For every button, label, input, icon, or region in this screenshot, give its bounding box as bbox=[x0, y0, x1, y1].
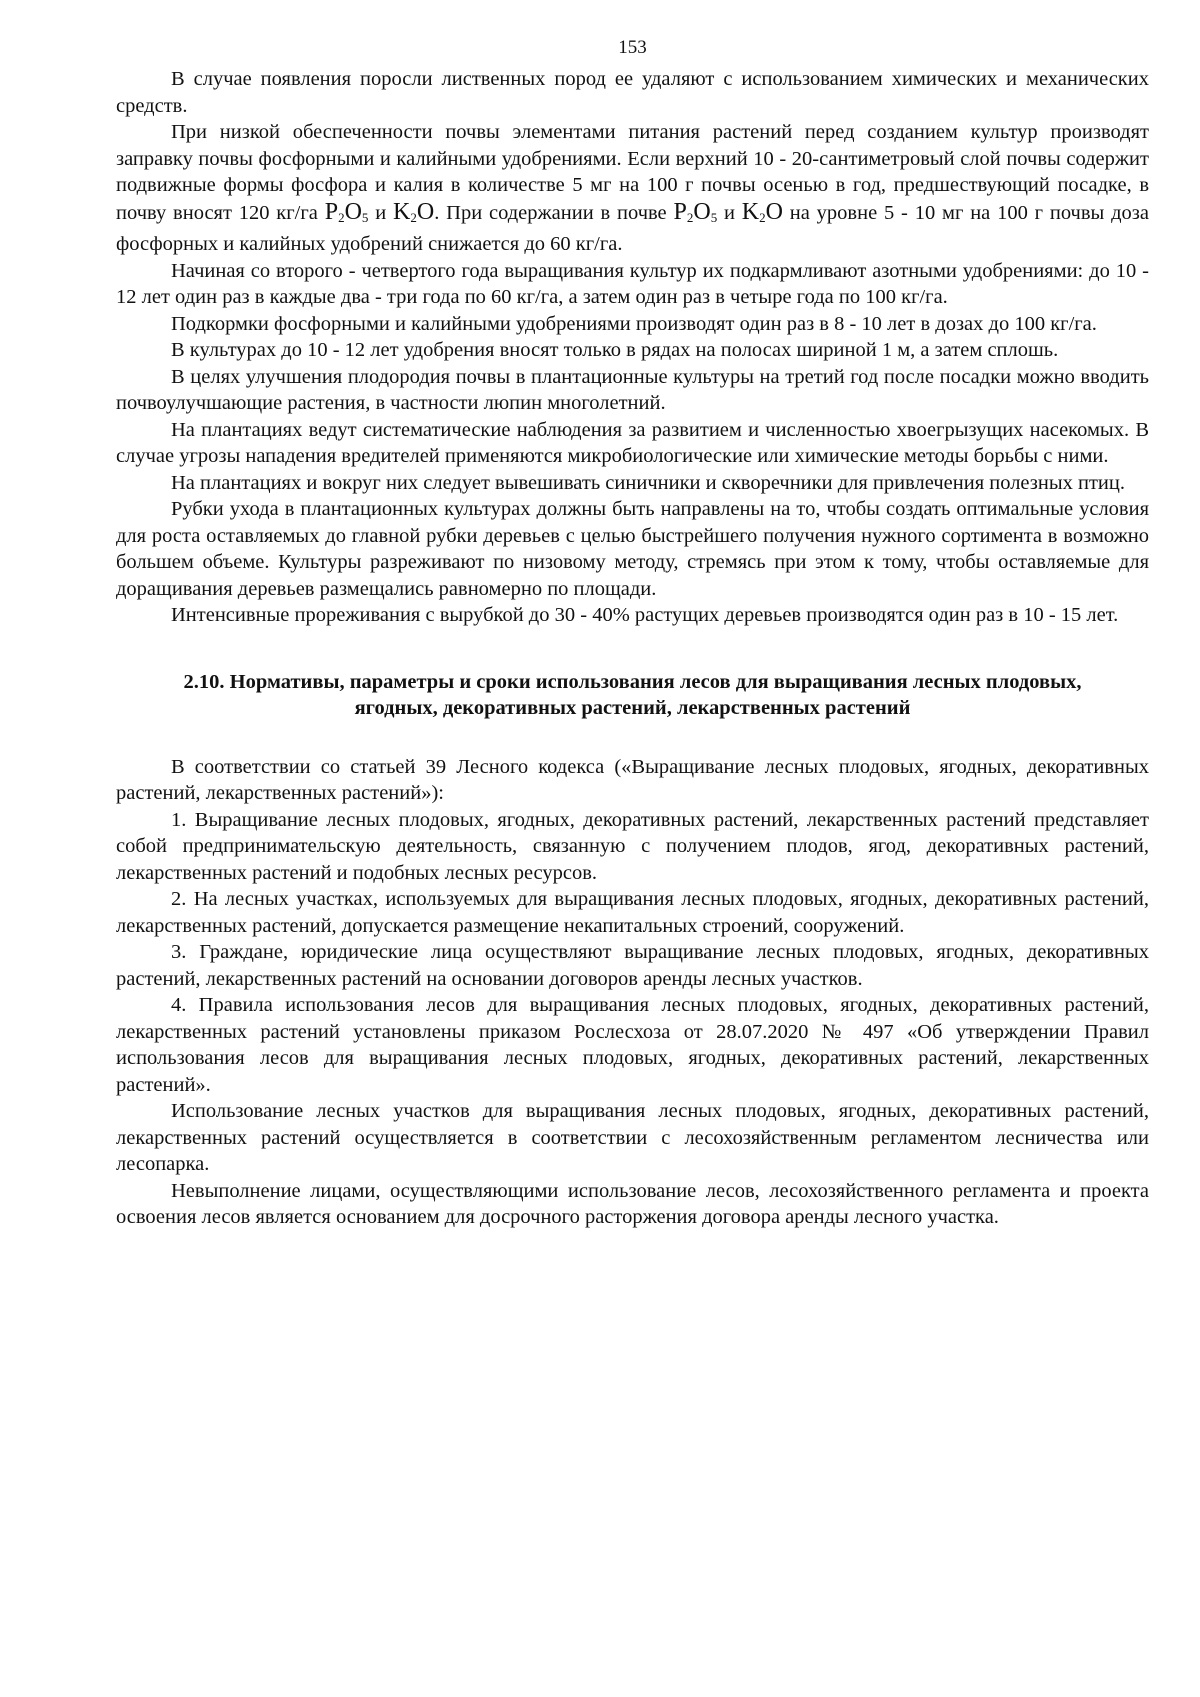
formula-k2o: $K_2O$ bbox=[741, 198, 783, 225]
paragraph-text: на уровне 5 - 10 мг на 100 г почвы доза фосфорных и калийных удобрений снижается до 60 кг/га. bbox=[116, 201, 1149, 255]
conjunction: и bbox=[724, 201, 735, 224]
paragraph: В культурах до 10 - 12 лет удобрения вносят только в рядах на полосах шириной 1 м, а затем сплошь. bbox=[171, 339, 1059, 361]
formula-k2o: $K_2O$ bbox=[393, 198, 435, 225]
paragraph: 2. На лесных участках, используемых для выращивания лесных плодовых, ягодных, декоративных растений, лекарственных растений, допускается размещение некапитальных строений, сооружений. bbox=[116, 888, 1149, 937]
paragraph-fertilizer bbox=[116, 119, 1149, 258]
paragraph: 3. Граждане, юридические лица осуществляют выращивание лесных плодовых, ягодных, декоративных растений, лекарственных растений на основании договоров аренды лесных участков. bbox=[116, 941, 1149, 990]
paragraph: Рубки ухода в плантационных культурах должны быть направлены на то, чтобы создать оптимальные условия для роста оставляемых до главной рубки деревьев с целью быстрейшего получения нужного сортимента в возможно большем объеме. Культуры разреживают по низовому методу, стремясь при этом к тому, чтобы оставляемые для доращивания деревьев размещались равномерно по площади. bbox=[116, 498, 1149, 600]
paragraph: На плантациях и вокруг них следует вывешивать синичники и скворечники для привлечения полезных птиц. bbox=[171, 471, 1125, 494]
paragraph: Подкормки фосфорными и калийными удобрениями производят один раз в 8 - 10 лет в дозах до 100 кг/га. bbox=[171, 312, 1097, 335]
formula-p2o5: $P_2O_5$ bbox=[673, 198, 718, 225]
paragraph: В целях улучшения плодородия почвы в плантационные культуры на третий год после посадки можно вводить почвоулучшающие растения, в частности люпин многолетний. bbox=[116, 365, 1149, 414]
paragraph: Невыполнение лицами, осуществляющими использование лесов, лесохозяйственного регламента и проекта освоения лесов является основанием для досрочного расторжения договора аренды лесного участка. bbox=[116, 1179, 1149, 1228]
paragraph-text: . При bbox=[434, 201, 483, 224]
paragraph: Интенсивные прореживания с вырубкой до 30 - 40% растущих деревьев производятся один раз в 10 - 15 лет. bbox=[171, 604, 1119, 626]
paragraph: 4. Правила использования лесов для выращивания лесных плодовых, ягодных, декоративных растений, лекарственных растений установлены приказом Рослесхоза от 28.07.2020 № 497 «Об утверждении Правил использования лесов для выращивания лесных плодовых, ягодных, декоративных растений, лекарственных растений». bbox=[116, 994, 1149, 1096]
paragraph: Начиная со второго - четвертого года выращивания культур их подкармливают азотными удобрениями: до 10 - 12 лет один раз в каждые два - три года по 60 кг/га, а затем один раз в четыре года по 100 кг/га. bbox=[116, 259, 1149, 308]
paragraph: Использование лесных участков для выращивания лесных плодовых, ягодных, декоративных растений, лекарственных растений осуществляется в соответствии с лесохозяйственным регламентом лесничества или лесопарка. bbox=[116, 1100, 1149, 1175]
conjunction: и bbox=[375, 201, 387, 224]
spacer bbox=[116, 629, 1149, 657]
formula-p2o5: $P_2O_5$ bbox=[324, 198, 369, 225]
paragraph: В случае появления поросли лиственных пород ее удаляют с использованием химических и механических средств. bbox=[116, 68, 1149, 117]
paragraph: В соответствии со статьей 39 Лесного кодекса («Выращивание лесных плодовых, ягодных, декоративных растений, лекарственных растений»): bbox=[116, 755, 1149, 804]
page-number: 153 bbox=[618, 37, 647, 58]
paragraph-text: содержании в почве bbox=[488, 201, 667, 224]
paragraph: На плантациях ведут систематические наблюдения за развитием и численностью хвоегрызущих насекомых. В случае угрозы нападения вредителей применяются микробиологические или химические методы борьбы с ними. bbox=[116, 418, 1149, 467]
section-heading: 2.10. Нормативы, параметры и сроки использования лесов для выращивания лесных плодовых, ягодных, декоративных растений, лекарственных растений bbox=[183, 670, 1082, 719]
paragraph: 1. Выращивание лесных плодовых, ягодных, декоративных растений, лекарственных растений представляет собой предпринимательскую деятельность, связанную с получением плодов, ягод, декоративных растений, лекарственных растений и подобных лесных ресурсов. bbox=[116, 808, 1149, 884]
paragraph-text: При низкой обеспеченности почвы элементами питания растений перед созданием культур производят заправку почвы фосфорными и калийными удобрениями. Если верхний 10 - 20-сантиметровый слой почвы содержит подвижные формы фосфора и калия в количестве 5 мг на 100 г почвы осенью в год, предшествующий посадке, в почву вносят 120 кг/га bbox=[116, 121, 1149, 224]
document-page bbox=[116, 36, 1149, 1231]
